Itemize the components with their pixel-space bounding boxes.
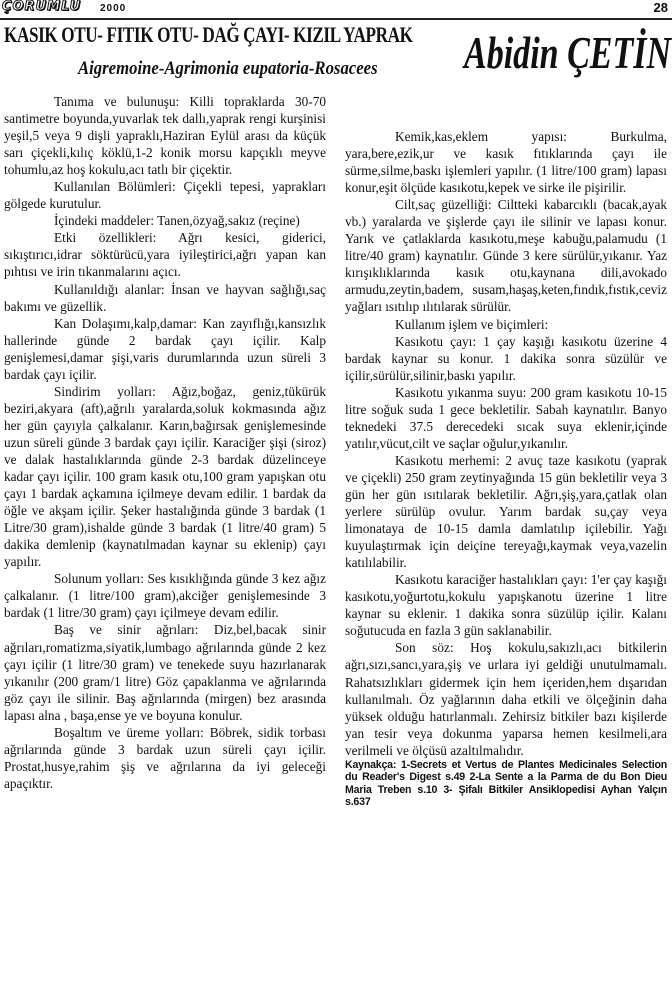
article-title: KASIK OTU- FITIK OTU- DAĞ ÇAYI- KIZIL YAPRAK	[4, 22, 413, 47]
paragraph-tanima: Tanıma ve bulunuşu: Killi topraklarda 30-70 santimetre boyunda,yuvarlak tek dallı,yaprak rengi kurşinisi yeşil,5 veya 9 dişli yapraklı,Haziran Eylül arası da küçük sarı çiçekli,kılıç köklü,1-2 konik morsu kapçıklı meyve tohumlu,az hoş kokulu,acı tatlı bir çiçektir.	[4, 94, 326, 178]
page-number: 28	[653, 0, 668, 15]
paragraph-kan-dolasimi: Kan Dolaşımı,kalp,damar: Kan zayıflığı,kansızlık hallerinde günde 2 bardak çayı içilir. Kalp genişlemesi,damar şişi,varis durumlarında uzun süreli 3 bardak çayı içilir.	[4, 315, 326, 382]
left-column	[4, 93, 326, 792]
paragraph-solunum-yollari: Solunum yolları: Ses kısıklığında günde 3 kez ağız çalkalanır. (1 litre/100 gram),akciğer genişlemesinde 3 bardak (1 litre/30 gram) çayı içilmeye devam edilir.	[4, 571, 326, 621]
paragraph-kullanim-bicimleri: Kullanım işlem ve biçimleri:	[395, 316, 549, 332]
paragraph-etki-ozellikleri: Etki özellikleri: Ağrı kesici, giderici, sıkıştırıcı,idrar söktürücü,yara iyileştirici,ağrı yapan kan pıhtısı ve irin tıkanmalarını açıcı.	[4, 230, 326, 280]
article-author: Abidin ÇETİN	[464, 27, 672, 78]
paragraph-kasikotu-cayi: Kasıkotu çayı: 1 çay kaşığı kasıkotu üzerine 4 bardak kaynar su konur. 1 dakika sonra süzülür ve içilir,sürülür,silinir,baskı yapılır.	[345, 333, 667, 383]
paragraph-cilt-sac: Cilt,saç güzelliği: Ciltteki kabarcıklı (bacak,ayak vb.) yaralarda ve şişlerde çayı ile silinir ve lapası konur. Yarık ve çatlaklarda kasıkotu,meşe kabuğu,palamudu (1 litre/40 gram) kaynatılır. Günde 3 kere sürülür,yıkanır. Yaz kırışıklıklarında kasık otu,kaynana dili,avokado armudu,zeytin,badem, susam,haşaş,keten,fındık,fıstık,ceviz yağları ısıtılıp ılıtılarak sürülür.	[345, 197, 667, 315]
paragraph-son-soz: Son söz: Hoş kokulu,sakızlı,acı bitkilerin ağrı,sızı,sancı,yara,şiş ve urlara iyi geldiği unutulmamalı. Rahatsızlıkları gidermek için hem içeriden,hem dışarıdan kullanılmalı. Öz yağlarının daha etkili ve ölçeğinin daha yüksek olduğu hatırlanmalı. Zehirsiz bitkiler bazı kişilerde yan tesir veya dokunma yaparsa hemen kesilmeli,ara verilmeli ve ölçüsü azaltılmalıdır.	[345, 640, 667, 758]
paragraph-icindeki-maddeler: İçindeki maddeler: Tanen,özyağ,sakız (reçine)	[54, 213, 300, 229]
right-column	[345, 128, 667, 808]
publication-logo: ÇORUMLU	[2, 0, 82, 14]
paragraph-sindirim-yollari: Sindirim yolları: Ağız,boğaz, geniz,tükürük beziri,akyara (aft),ağrılı yaralarda,soluk kokmasında ağız her gün çayıyla çalkalanır. Karın,bağırsak genişlemesinde uzun süreli günde 3 bardak çayı içilir. Karaciğer şişi (siroz) ve dalak hastalıklarında günde 2-3 bardak düzelinceye kadar çayı içilir. 100 gram kasık otu,100 gram yapışkan otu çayı 1 bardak açkamına içilmeye devam edilir. 1 bardak da öğle ve akşam içilir. Şeker hastalığında günde 3 bardak (1 Litre/30 gram),ishalde günde 3 bardak (1 litre/40 gram) 5 dakika demlenip (kaynatılmadan kaynar su eklenip) çayı yapılır.	[4, 383, 326, 570]
paragraph-karaciger-cayi: Kasıkotu karaciğer hastalıkları çayı: 1'er çay kaşığı kasıkotu,yoğurtotu,kokulu yapışkanotu üzerine 1 litre kaynar su eklenir. 1 dakika sonra süzülüp içilir. Kalanı soğutucuda en fazla 3 gün saklanabilir.	[345, 572, 667, 639]
paragraph-kasikotu-merhemi: Kasıkotu merhemi: 2 avuç taze kasıkotu (yaprak ve çiçekli) 250 gram zeytinyağında 15 gün bekletilir veya 3 gün her gün ısıtılarak bekletilir. Ağrı,şiş,yara,çatlak olan yerlere sürülüp ovulur. Yarım bardak su,çay veya limonataya de 10-15 damla damlatılıp içilebilir. Yağı kuyulaştırmak için deiçine tereyağı,kaymak veya,vazelin katılılabilir.	[345, 452, 667, 571]
paragraph-bas-sinir-agrilari: Baş ve sinir ağrıları: Diz,bel,bacak sinir ağrıları,romatizma,siyatik,lumbago ağrılarında günde 2 kez çayı içilir (1 litre/30 gram) ve tenekede suyu hazırlanarak yıkanılır (200 gram/1 litre) Göz çapaklanma ve ağrılarında göz çayı ile silinir. Baş ağrılarında (mirgen) bez arasında lapası alna , başa,ense ye ve boyuna konulur.	[4, 622, 326, 723]
paragraph-kullanilan-bolumleri: Kullanılan Bölümleri: Çiçekli tepesi, yaprakları gölgede kurutulur.	[4, 179, 326, 212]
article-subtitle: Aigremoine-Agrimonia eupatoria-Rosacees	[78, 58, 378, 79]
paragraph-kullanildigi-alanlar: Kullanıldığı alanlar: İnsan ve hayvan sağlığı,saç bakımı ve güzellik.	[4, 281, 326, 314]
paragraph-yikanma-suyu: Kasıkotu yıkanma suyu: 200 gram kasıkotu 10-15 litre soğuk suda 1 gece bekletilir. Sabah kaynatılır. Banyo teknedeki 37.5 derecedeki sıcak suya eklenir,içinde yatılır,vücut,cilt ve saçlar oğulur,yıkanılır.	[345, 384, 667, 451]
issue-year: 2000	[100, 3, 127, 14]
paragraph-kemik-kas-eklem: Kemik,kas,eklem yapısı: Burkulma, yara,bere,ezik,ur ve kasık fıtıklarında çayı ile sürme,silme,baskı işlemleri yapılır. (1 litre/100 gram) lapası konur,eşit ölçüde kasıkotu,kepek ve sirke ile pişirilir.	[345, 129, 667, 196]
page-header	[0, 0, 672, 20]
paragraph-bosaltim-ureme: Boşaltım ve üreme yolları: Böbrek, sidik torbası ağrılarında günde 3 bardak uzun süreli çayı içilir. Prostat,husye,rahim şiş ve ağrılarına da iyi geleceği apaçıktır.	[4, 724, 326, 791]
references: Kaynakça: 1-Secrets et Vertus de Plantes Medicinales Selection du Reader's Digest s.49 2-La Sente a la Parma de du Bon Dieu Maria Treben s.10 3- Şifalı Bitkiler Ansiklopedisi Ayhan Yalçın s.637	[345, 758, 667, 808]
